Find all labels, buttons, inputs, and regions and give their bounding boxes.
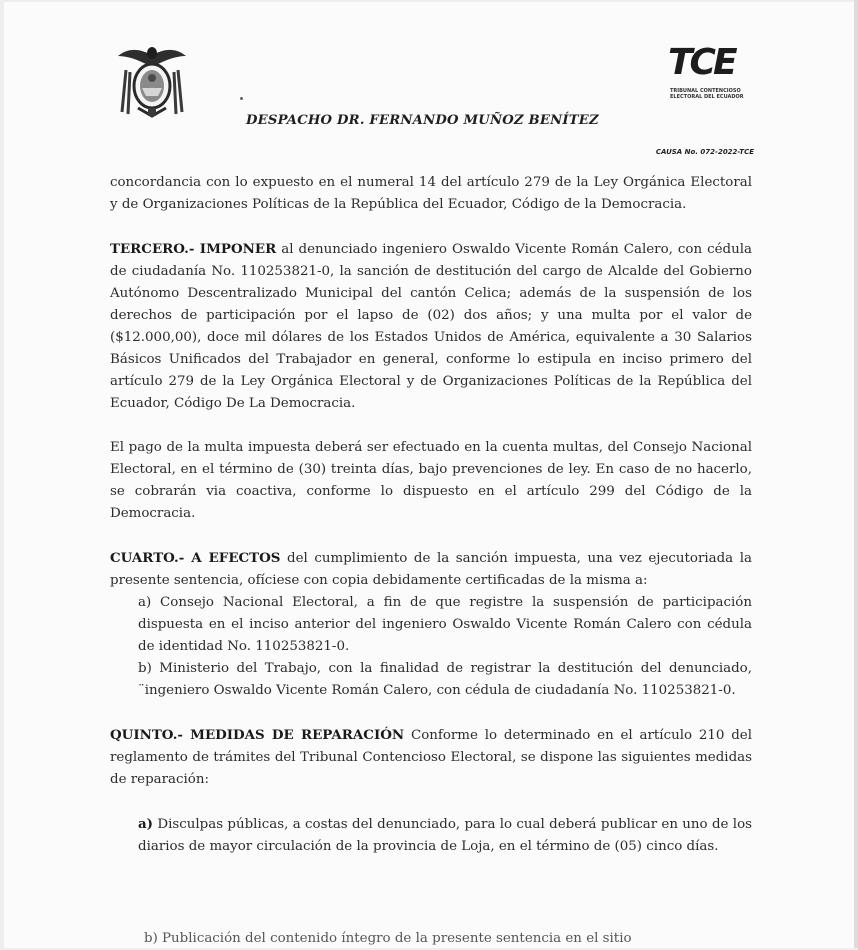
case-number: CAUSA No. 072-2022-TCE: [655, 148, 754, 156]
quinto-heading: QUINTO.- MEDIDAS DE REPARACIÓN: [110, 727, 405, 743]
tercero-heading: TERCERO.- IMPONER: [110, 241, 277, 257]
quinto-item-a: [110, 813, 752, 858]
quinto-item-a-text: Disculpas públicas, a costas del denunciado, para lo cual deberá publicar en uno de los diarios de mayor circulación de la provincia de Loja, en el término de (05) cinco días.: [138, 817, 752, 854]
quinto-item-a-label: a): [138, 816, 154, 832]
office-heading: DESPACHO DR. FERNANDO MUÑOZ BENÍTEZ: [246, 113, 599, 128]
paragraph-pago-multa: El pago de la multa impuesta deberá ser efectuado en la cuenta multas, del Consejo Nacional Electoral, en el término de (30) treinta días, bajo prevenciones de ley. En caso de no hacerlo, se cobrarán via coactiva, conforme lo dispuesto en el artículo 299 del Código de la Democracia.: [110, 440, 752, 521]
tce-logo-mark: TCE: [668, 42, 735, 83]
document-body: [110, 172, 752, 858]
tercero-text: al denunciado ingeniero Oswaldo Vicente Román Calero, con cédula de ciudadanía No. 110253821-0, la sanción de destitución del cargo de Alcalde del Gobierno Autónomo Descentralizado Municipal del cantón Celica; además de la suspensión de los derechos de participación por el lapso de (02) dos años; y una multa por el valor de ($12.000,00), doce mil dólares de los Estados Unidos de América, equivalente a 30 Salarios Básicos Unificados del Trabajador en general, conforme lo estipula en inciso primero del artículo 279 de la Ley Orgánica Electoral y de Organizaciones Políticas de la República del Ecuador, Código De La Democracia.: [110, 242, 752, 411]
cuarto-text: del cumplimiento de la sanción impuesta, una vez ejecutoriada la presente sentencia, ofíciese con copia debidamente certificadas de la misma a:: [110, 551, 752, 588]
cuarto-heading: CUARTO.- A EFECTOS: [110, 550, 281, 566]
paragraph-quinto: [110, 724, 752, 791]
quinto-item-b-partial: b) Publicación del contenido íntegro de la presente sentencia en el sitio: [144, 931, 632, 946]
cuarto-item-b: b) Ministerio del Trabajo, con la finalidad de registrar la destitución del denunciado, ¨ingeniero Oswaldo Vicente Román Calero, con cédula de ciudadanía No. 110253821-0.: [138, 661, 752, 698]
paragraph-cuarto: [110, 547, 752, 592]
scan-speck: [240, 97, 243, 100]
tce-logo-subtitle: TRIBUNAL CONTENCIOSO ELECTORAL DEL ECUADOR: [670, 88, 744, 100]
page-edge: [854, 0, 858, 948]
cuarto-item-a: a) Consejo Nacional Electoral, a fin de que registre la suspensión de participación dispuesta en el inciso anterior del ingeniero Oswaldo Vicente Román Calero con cédula de identidad No. 110253821-0.: [138, 595, 752, 654]
ecuador-coat-of-arms-icon: [116, 42, 188, 120]
quinto-text: Conforme lo determinado en el artículo 210 del reglamento de trámites del Tribunal Contencioso Electoral, se dispone las siguientes medidas de reparación:: [110, 728, 753, 787]
paragraph-tercero: [110, 238, 752, 415]
tce-logo: [668, 44, 752, 106]
paragraph-concordancia: concordancia con lo expuesto en el numeral 14 del artículo 279 de la Ley Orgánica Electoral y de Organizaciones Políticas de la República del Ecuador, Código de la Democracia.: [110, 175, 752, 212]
quinto-item-b-cutoff: [144, 931, 744, 950]
document-page: [4, 2, 854, 948]
